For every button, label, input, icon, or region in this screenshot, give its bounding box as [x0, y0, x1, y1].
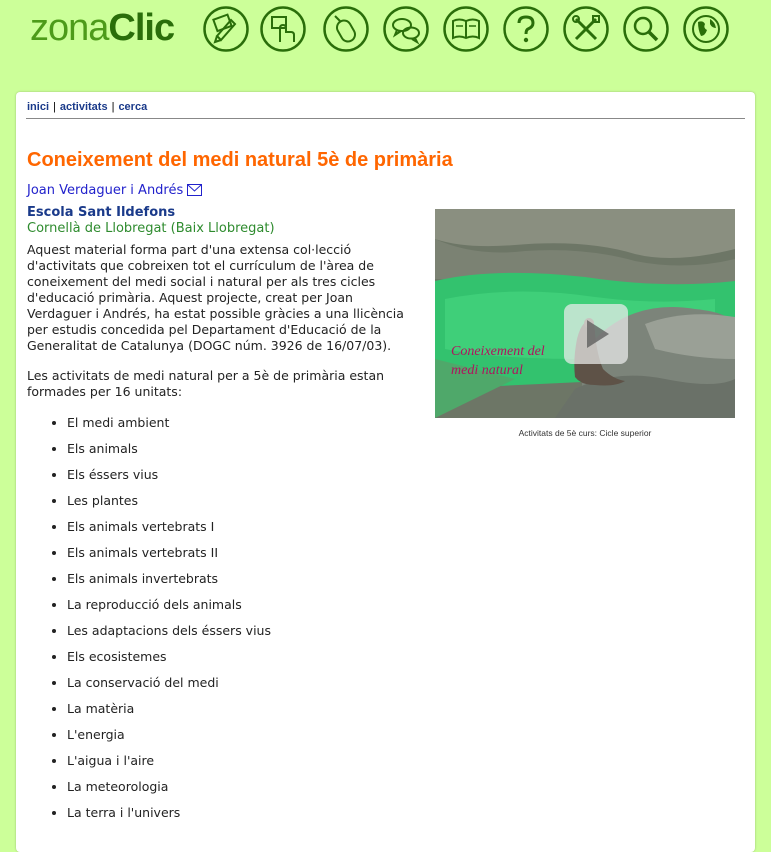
breadcrumb-cerca[interactable]: cerca	[118, 101, 148, 113]
zonaclic-logo[interactable]	[30, 6, 174, 50]
school-town: Cornellà de Llobregat (Baix Llobregat)	[27, 221, 275, 236]
author-line	[27, 183, 202, 200]
list-item: • L'aigua i l'aire	[67, 748, 271, 774]
pencil-icon[interactable]	[203, 6, 249, 52]
list-item: • Els animals	[67, 436, 271, 462]
breadcrumb-inici[interactable]: inici	[27, 101, 50, 113]
breadcrumb	[27, 101, 147, 113]
book-icon[interactable]	[443, 6, 489, 52]
breadcrumb-separator: |	[53, 101, 56, 113]
author-name[interactable]: Joan Verdaguer i Andrés	[27, 183, 184, 198]
breadcrumb-separator: |	[111, 101, 115, 113]
video-overlay-line: Coneixement del	[451, 344, 545, 359]
list-item: • Les adaptacions dels éssers vius	[67, 618, 271, 644]
divider	[26, 118, 745, 119]
logo-part-zona: zona	[30, 7, 109, 49]
question-icon[interactable]	[503, 6, 549, 52]
list-item: • La meteorologia	[67, 774, 271, 800]
video-preview[interactable]	[435, 209, 735, 418]
list-item: • Les plantes	[67, 488, 271, 514]
units-intro: Les activitats de medi natural per a 5è de primària estan formades per 16 unitats:	[27, 368, 385, 399]
intro-paragraph: Aquest material forma part d'una extensa col·lecció d'activitats que cobreixen tot el currículum de l'àrea de coneixement del medi social i natural per als tres cicles d'educació primària. Aquest projecte, creat per Joan Verdaguer i Andrés, ha estat possible gràcies a una llicència per estudis concedida pel Departament d'Educació de la Generalitat de Catalunya (DOGC núm. 3926 de 16/07/03).	[27, 242, 404, 353]
video-caption: Activitats de 5è curs: Cicle superior	[518, 428, 652, 438]
content-panel	[16, 92, 755, 852]
chat-icon[interactable]	[383, 6, 429, 52]
mail-icon[interactable]	[187, 184, 202, 200]
list-item: • La matèria	[67, 696, 271, 722]
breadcrumb-activitats[interactable]: activitats	[59, 101, 108, 113]
tools-icon[interactable]	[563, 6, 609, 52]
list-item: • L'energia	[67, 722, 271, 748]
list-item: • Els animals invertebrats	[67, 566, 271, 592]
list-item: • La terra i l'univers	[67, 800, 271, 826]
page-title: Coneixement del medi natural 5è de primària	[27, 149, 453, 171]
list-item: • La conservació del medi	[67, 670, 271, 696]
play-icon	[587, 320, 609, 348]
hand-icon[interactable]	[260, 6, 306, 52]
list-item: • El medi ambient	[67, 410, 271, 436]
list-item: • Els animals vertebrats II	[67, 540, 271, 566]
list-item: • La reproducció dels animals	[67, 592, 271, 618]
school-name: Escola Sant Ildefons	[27, 205, 176, 220]
list-item: • Els éssers vius	[67, 462, 271, 488]
mouse-icon[interactable]	[323, 6, 369, 52]
list-item: • Els ecosistemes	[67, 644, 271, 670]
magnifier-icon[interactable]	[623, 6, 669, 52]
list-item: • Els animals vertebrats I	[67, 514, 271, 540]
logo-part-clic: Clic	[108, 7, 175, 49]
play-button[interactable]	[564, 304, 628, 364]
globe-icon[interactable]	[683, 6, 729, 52]
video-overlay-line: medi natural	[451, 363, 523, 378]
units-list	[27, 410, 271, 826]
site-header	[0, 0, 771, 92]
